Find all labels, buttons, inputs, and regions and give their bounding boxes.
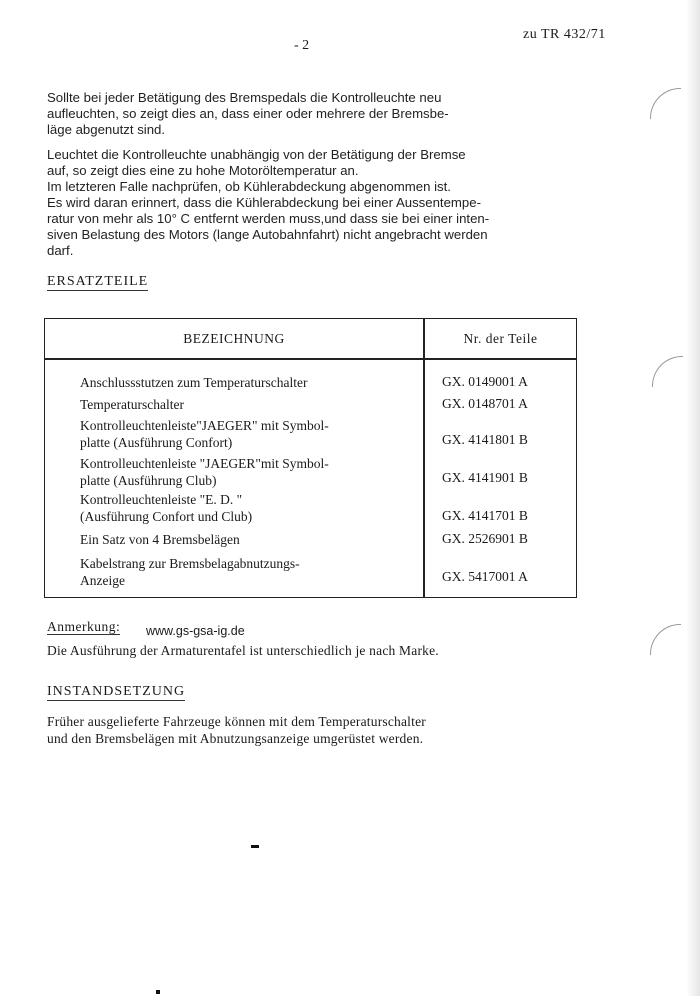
part-name-line: (Ausführung Confort und Club)	[80, 509, 253, 524]
binder-hole-mark	[650, 624, 681, 655]
text-line: ratur von mehr als 10° C entfernt werden muss,und dass sie bei einer inten-	[47, 211, 490, 226]
intro-paragraph-2	[47, 147, 607, 259]
part-number: GX. 4141701 B	[442, 508, 528, 523]
table-header-divider	[45, 358, 576, 360]
part-name-line: Kontrolleuchtenleiste "JAEGER"mit Symbol-	[80, 456, 329, 471]
part-name	[80, 555, 420, 589]
spare-parts-heading: ERSATZTEILE	[47, 274, 149, 289]
part-number: GX. 2526901 B	[442, 531, 528, 546]
text-line: und den Bremsbelägen mit Abnutzungsanzeige umgerüstet werden.	[47, 731, 424, 746]
note-text: Die Ausführung der Armaturentafel ist unterschiedlich je nach Marke.	[47, 643, 439, 658]
text-line: darf.	[47, 243, 74, 258]
binder-hole-mark	[650, 88, 681, 119]
page-edge-shadow	[686, 0, 700, 996]
part-name-line: Anzeige	[80, 573, 125, 588]
part-number: GX. 0148701 A	[442, 396, 528, 411]
binder-hole-mark	[652, 356, 683, 387]
page-number: - 2	[294, 38, 310, 53]
part-name-line: Anschlussstutzen zum Temperaturschalter	[80, 375, 308, 390]
part-name	[80, 374, 420, 391]
table-column-divider	[423, 319, 425, 597]
watermark-url: www.gs-gsa-ig.de	[146, 624, 245, 638]
part-name-line: Ein Satz von 4 Bremsbelägen	[80, 532, 240, 547]
part-number: GX. 5417001 A	[442, 569, 528, 584]
part-number: GX. 4141801 B	[442, 432, 528, 447]
part-name-line: Kontrolleuchtenleiste"JAEGER" mit Symbol-	[80, 418, 329, 433]
part-number: GX. 4141901 B	[442, 470, 528, 485]
text-line: läge abgenutzt sind.	[47, 122, 166, 137]
text-line: Leuchtet die Kontrolleuchte unabhängig von der Betätigung der Bremse	[47, 147, 466, 162]
text-line: aufleuchten, so zeigt dies an, dass einer oder mehrere der Bremsbe-	[47, 106, 449, 121]
part-name-line: Kabelstrang zur Bremsbelagabnutzungs-	[80, 556, 300, 571]
text-line: siven Belastung des Motors (lange Autobahnfahrt) nicht angebracht werden	[47, 227, 488, 242]
repair-paragraph	[47, 713, 426, 747]
part-name-line: platte (Ausführung Club)	[80, 473, 217, 488]
part-name-line: Temperaturschalter	[80, 397, 184, 412]
part-name	[80, 491, 420, 525]
column-header-name: BEZEICHNUNG	[183, 331, 285, 346]
text-line: Es wird daran erinnert, dass die Kühlerabdeckung bei einer Aussentempe-	[47, 195, 481, 210]
scan-speck	[251, 845, 259, 848]
part-name-line: platte (Ausführung Confort)	[80, 435, 233, 450]
intro-paragraph-1	[47, 90, 607, 138]
note-label: Anmerkung:	[47, 619, 121, 634]
part-name	[80, 455, 420, 489]
repair-heading: INSTANDSETZUNG	[47, 684, 186, 699]
part-name-line: Kontrolleuchtenleiste "E. D. "	[80, 492, 243, 507]
spare-parts-table	[44, 318, 577, 598]
part-number: GX. 0149001 A	[442, 374, 528, 389]
text-line: Im letzteren Falle nachprüfen, ob Kühlerabdeckung abgenommen ist.	[47, 179, 451, 194]
part-name	[80, 396, 420, 413]
text-line: auf, so zeigt dies eine zu hohe Motoröltemperatur an.	[47, 163, 359, 178]
scan-speck	[156, 990, 160, 994]
part-name	[80, 531, 420, 548]
text-line: Sollte bei jeder Betätigung des Bremspedals die Kontrolleuchte neu	[47, 90, 442, 105]
document-reference: zu TR 432/71	[523, 27, 606, 42]
column-header-part-number: Nr. der Teile	[463, 331, 538, 346]
text-line: Früher ausgelieferte Fahrzeuge können mit dem Temperaturschalter	[47, 714, 426, 729]
part-name	[80, 417, 420, 451]
